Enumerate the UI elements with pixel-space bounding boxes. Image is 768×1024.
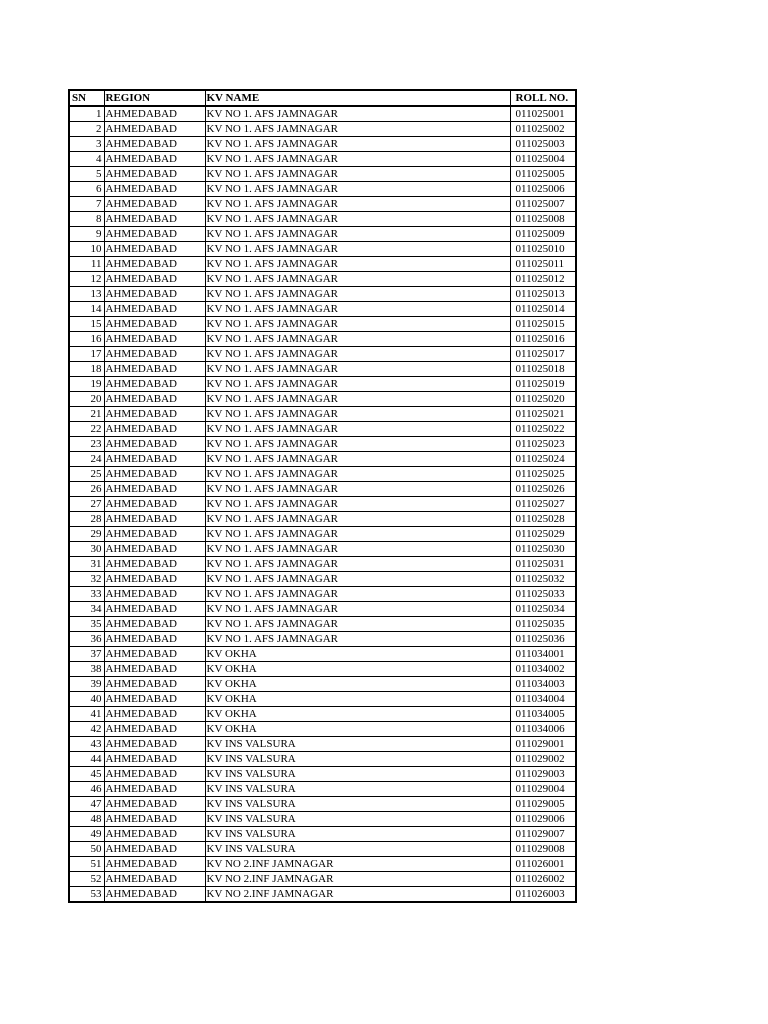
cell-region: AHMEDABAD (104, 602, 205, 617)
table-row (69, 737, 576, 752)
cell-kv-name: KV INS VALSURA (205, 782, 510, 797)
cell-sn: 20 (69, 392, 104, 407)
cell-region: AHMEDABAD (104, 842, 205, 857)
table-row (69, 572, 576, 587)
table-row (69, 257, 576, 272)
table-row (69, 752, 576, 767)
table-row (69, 197, 576, 212)
cell-sn: 30 (69, 542, 104, 557)
table-row (69, 602, 576, 617)
cell-roll-no: 011025022 (510, 422, 576, 437)
cell-kv-name: KV NO 1. AFS JAMNAGAR (205, 437, 510, 452)
cell-roll-no: 011025019 (510, 377, 576, 392)
cell-roll-no: 011025021 (510, 407, 576, 422)
cell-kv-name: KV INS VALSURA (205, 767, 510, 782)
cell-sn: 15 (69, 317, 104, 332)
cell-kv-name: KV INS VALSURA (205, 842, 510, 857)
cell-region: AHMEDABAD (104, 437, 205, 452)
cell-region: AHMEDABAD (104, 872, 205, 887)
cell-sn: 10 (69, 242, 104, 257)
cell-region: AHMEDABAD (104, 392, 205, 407)
cell-roll-no: 011029006 (510, 812, 576, 827)
cell-sn: 4 (69, 152, 104, 167)
table-row (69, 437, 576, 452)
cell-kv-name: KV NO 1. AFS JAMNAGAR (205, 392, 510, 407)
table-row (69, 272, 576, 287)
cell-roll-no: 011025036 (510, 632, 576, 647)
table-row (69, 287, 576, 302)
cell-region: AHMEDABAD (104, 767, 205, 782)
cell-sn: 11 (69, 257, 104, 272)
cell-region: AHMEDABAD (104, 707, 205, 722)
cell-roll-no: 011025023 (510, 437, 576, 452)
cell-roll-no: 011025025 (510, 467, 576, 482)
cell-roll-no: 011034002 (510, 662, 576, 677)
cell-region: AHMEDABAD (104, 317, 205, 332)
cell-roll-no: 011025017 (510, 347, 576, 362)
cell-roll-no: 011025035 (510, 617, 576, 632)
cell-region: AHMEDABAD (104, 497, 205, 512)
cell-roll-no: 011025016 (510, 332, 576, 347)
cell-sn: 32 (69, 572, 104, 587)
cell-kv-name: KV NO 1. AFS JAMNAGAR (205, 467, 510, 482)
cell-sn: 41 (69, 707, 104, 722)
cell-kv-name: KV OKHA (205, 677, 510, 692)
cell-roll-no: 011025002 (510, 122, 576, 137)
cell-sn: 45 (69, 767, 104, 782)
cell-roll-no: 011034003 (510, 677, 576, 692)
cell-roll-no: 011025026 (510, 482, 576, 497)
table-row (69, 797, 576, 812)
cell-sn: 35 (69, 617, 104, 632)
table-body (69, 106, 576, 902)
cell-region: AHMEDABAD (104, 242, 205, 257)
cell-roll-no: 011025013 (510, 287, 576, 302)
cell-region: AHMEDABAD (104, 452, 205, 467)
cell-roll-no: 011026003 (510, 887, 576, 903)
cell-kv-name: KV INS VALSURA (205, 812, 510, 827)
cell-region: AHMEDABAD (104, 752, 205, 767)
cell-sn: 40 (69, 692, 104, 707)
cell-kv-name: KV NO 1. AFS JAMNAGAR (205, 347, 510, 362)
table-header-row (69, 90, 576, 106)
cell-sn: 51 (69, 857, 104, 872)
cell-kv-name: KV NO 1. AFS JAMNAGAR (205, 332, 510, 347)
cell-roll-no: 011029004 (510, 782, 576, 797)
cell-kv-name: KV NO 1. AFS JAMNAGAR (205, 197, 510, 212)
cell-roll-no: 011025033 (510, 587, 576, 602)
cell-sn: 52 (69, 872, 104, 887)
cell-region: AHMEDABAD (104, 572, 205, 587)
cell-sn: 38 (69, 662, 104, 677)
cell-kv-name: KV OKHA (205, 692, 510, 707)
cell-kv-name: KV NO 1. AFS JAMNAGAR (205, 452, 510, 467)
table-row (69, 842, 576, 857)
table-row (69, 767, 576, 782)
cell-kv-name: KV NO 1. AFS JAMNAGAR (205, 317, 510, 332)
cell-sn: 24 (69, 452, 104, 467)
cell-region: AHMEDABAD (104, 122, 205, 137)
cell-kv-name: KV NO 1. AFS JAMNAGAR (205, 167, 510, 182)
cell-kv-name: KV NO 1. AFS JAMNAGAR (205, 302, 510, 317)
cell-region: AHMEDABAD (104, 857, 205, 872)
cell-sn: 37 (69, 647, 104, 662)
cell-kv-name: KV NO 1. AFS JAMNAGAR (205, 242, 510, 257)
cell-sn: 1 (69, 106, 104, 122)
cell-region: AHMEDABAD (104, 272, 205, 287)
cell-region: AHMEDABAD (104, 347, 205, 362)
cell-kv-name: KV NO 1. AFS JAMNAGAR (205, 272, 510, 287)
cell-sn: 31 (69, 557, 104, 572)
cell-kv-name: KV OKHA (205, 722, 510, 737)
table-row (69, 392, 576, 407)
header-roll-no: ROLL NO. (510, 90, 576, 106)
cell-region: AHMEDABAD (104, 422, 205, 437)
cell-roll-no: 011025024 (510, 452, 576, 467)
table-row (69, 677, 576, 692)
cell-region: AHMEDABAD (104, 197, 205, 212)
table-row (69, 707, 576, 722)
cell-region: AHMEDABAD (104, 677, 205, 692)
cell-sn: 36 (69, 632, 104, 647)
cell-roll-no: 011025028 (510, 512, 576, 527)
cell-sn: 29 (69, 527, 104, 542)
table-row (69, 542, 576, 557)
table-row (69, 647, 576, 662)
table-row (69, 467, 576, 482)
cell-kv-name: KV INS VALSURA (205, 752, 510, 767)
cell-sn: 48 (69, 812, 104, 827)
cell-region: AHMEDABAD (104, 257, 205, 272)
cell-sn: 28 (69, 512, 104, 527)
cell-kv-name: KV NO 1. AFS JAMNAGAR (205, 362, 510, 377)
cell-sn: 44 (69, 752, 104, 767)
cell-sn: 19 (69, 377, 104, 392)
cell-kv-name: KV NO 1. AFS JAMNAGAR (205, 122, 510, 137)
cell-region: AHMEDABAD (104, 692, 205, 707)
cell-region: AHMEDABAD (104, 722, 205, 737)
cell-kv-name: KV NO 1. AFS JAMNAGAR (205, 632, 510, 647)
table-row (69, 617, 576, 632)
cell-kv-name: KV NO 1. AFS JAMNAGAR (205, 137, 510, 152)
cell-region: AHMEDABAD (104, 287, 205, 302)
cell-sn: 23 (69, 437, 104, 452)
cell-kv-name: KV NO 2.INF JAMNAGAR (205, 872, 510, 887)
cell-roll-no: 011029001 (510, 737, 576, 752)
cell-roll-no: 011029003 (510, 767, 576, 782)
cell-sn: 21 (69, 407, 104, 422)
cell-kv-name: KV NO 1. AFS JAMNAGAR (205, 257, 510, 272)
cell-roll-no: 011025032 (510, 572, 576, 587)
cell-sn: 27 (69, 497, 104, 512)
cell-kv-name: KV NO 1. AFS JAMNAGAR (205, 407, 510, 422)
table-row (69, 887, 576, 903)
cell-region: AHMEDABAD (104, 662, 205, 677)
cell-kv-name: KV NO 1. AFS JAMNAGAR (205, 212, 510, 227)
table-row (69, 512, 576, 527)
header-region: REGION (104, 90, 205, 106)
roll-number-table (68, 89, 577, 903)
cell-roll-no: 011034005 (510, 707, 576, 722)
cell-kv-name: KV NO 1. AFS JAMNAGAR (205, 106, 510, 122)
table-row (69, 377, 576, 392)
cell-sn: 3 (69, 137, 104, 152)
cell-kv-name: KV NO 1. AFS JAMNAGAR (205, 542, 510, 557)
cell-kv-name: KV NO 1. AFS JAMNAGAR (205, 377, 510, 392)
cell-roll-no: 011025008 (510, 212, 576, 227)
cell-kv-name: KV NO 2.INF JAMNAGAR (205, 857, 510, 872)
cell-region: AHMEDABAD (104, 467, 205, 482)
cell-region: AHMEDABAD (104, 812, 205, 827)
cell-roll-no: 011025006 (510, 182, 576, 197)
cell-roll-no: 011034004 (510, 692, 576, 707)
cell-sn: 42 (69, 722, 104, 737)
cell-kv-name: KV NO 1. AFS JAMNAGAR (205, 572, 510, 587)
cell-roll-no: 011029007 (510, 827, 576, 842)
cell-sn: 33 (69, 587, 104, 602)
cell-kv-name: KV NO 1. AFS JAMNAGAR (205, 227, 510, 242)
cell-region: AHMEDABAD (104, 557, 205, 572)
cell-region: AHMEDABAD (104, 527, 205, 542)
cell-region: AHMEDABAD (104, 212, 205, 227)
table-row (69, 527, 576, 542)
cell-kv-name: KV NO 1. AFS JAMNAGAR (205, 422, 510, 437)
cell-roll-no: 011025015 (510, 317, 576, 332)
table-row (69, 302, 576, 317)
cell-sn: 6 (69, 182, 104, 197)
cell-kv-name: KV NO 1. AFS JAMNAGAR (205, 482, 510, 497)
cell-sn: 46 (69, 782, 104, 797)
table-row (69, 587, 576, 602)
cell-sn: 13 (69, 287, 104, 302)
table-row (69, 497, 576, 512)
cell-roll-no: 011025003 (510, 137, 576, 152)
cell-kv-name: KV NO 1. AFS JAMNAGAR (205, 587, 510, 602)
cell-kv-name: KV NO 2.INF JAMNAGAR (205, 887, 510, 903)
cell-region: AHMEDABAD (104, 542, 205, 557)
cell-region: AHMEDABAD (104, 482, 205, 497)
cell-sn: 9 (69, 227, 104, 242)
cell-kv-name: KV INS VALSURA (205, 827, 510, 842)
cell-region: AHMEDABAD (104, 362, 205, 377)
cell-region: AHMEDABAD (104, 782, 205, 797)
cell-region: AHMEDABAD (104, 632, 205, 647)
cell-kv-name: KV INS VALSURA (205, 797, 510, 812)
cell-roll-no: 011029005 (510, 797, 576, 812)
table-row (69, 242, 576, 257)
cell-kv-name: KV NO 1. AFS JAMNAGAR (205, 512, 510, 527)
cell-region: AHMEDABAD (104, 887, 205, 903)
table-row (69, 557, 576, 572)
cell-sn: 2 (69, 122, 104, 137)
table-row (69, 872, 576, 887)
cell-sn: 17 (69, 347, 104, 362)
cell-kv-name: KV NO 1. AFS JAMNAGAR (205, 602, 510, 617)
cell-roll-no: 011026001 (510, 857, 576, 872)
cell-roll-no: 011025020 (510, 392, 576, 407)
cell-roll-no: 011025001 (510, 106, 576, 122)
cell-sn: 7 (69, 197, 104, 212)
cell-sn: 26 (69, 482, 104, 497)
cell-region: AHMEDABAD (104, 302, 205, 317)
cell-sn: 8 (69, 212, 104, 227)
cell-sn: 16 (69, 332, 104, 347)
table-row (69, 407, 576, 422)
cell-roll-no: 011034001 (510, 647, 576, 662)
cell-region: AHMEDABAD (104, 377, 205, 392)
cell-kv-name: KV NO 1. AFS JAMNAGAR (205, 287, 510, 302)
cell-region: AHMEDABAD (104, 332, 205, 347)
table-row (69, 106, 576, 122)
table-row (69, 482, 576, 497)
table-row (69, 782, 576, 797)
cell-roll-no: 011034006 (510, 722, 576, 737)
cell-sn: 5 (69, 167, 104, 182)
table-row (69, 227, 576, 242)
cell-region: AHMEDABAD (104, 407, 205, 422)
table-row (69, 137, 576, 152)
cell-sn: 18 (69, 362, 104, 377)
cell-region: AHMEDABAD (104, 647, 205, 662)
cell-roll-no: 011025027 (510, 497, 576, 512)
cell-sn: 25 (69, 467, 104, 482)
cell-kv-name: KV NO 1. AFS JAMNAGAR (205, 182, 510, 197)
cell-roll-no: 011029002 (510, 752, 576, 767)
table-row (69, 182, 576, 197)
table-row (69, 347, 576, 362)
cell-roll-no: 011029008 (510, 842, 576, 857)
cell-roll-no: 011025010 (510, 242, 576, 257)
table-row (69, 692, 576, 707)
cell-sn: 50 (69, 842, 104, 857)
cell-roll-no: 011025029 (510, 527, 576, 542)
cell-sn: 47 (69, 797, 104, 812)
cell-roll-no: 011025005 (510, 167, 576, 182)
cell-roll-no: 011025014 (510, 302, 576, 317)
cell-region: AHMEDABAD (104, 152, 205, 167)
cell-kv-name: KV OKHA (205, 707, 510, 722)
table-row (69, 857, 576, 872)
cell-roll-no: 011026002 (510, 872, 576, 887)
table-row (69, 422, 576, 437)
cell-sn: 53 (69, 887, 104, 903)
cell-kv-name: KV NO 1. AFS JAMNAGAR (205, 527, 510, 542)
table-row (69, 122, 576, 137)
cell-roll-no: 011025012 (510, 272, 576, 287)
cell-region: AHMEDABAD (104, 617, 205, 632)
cell-kv-name: KV NO 1. AFS JAMNAGAR (205, 497, 510, 512)
cell-sn: 39 (69, 677, 104, 692)
cell-roll-no: 011025030 (510, 542, 576, 557)
table-row (69, 827, 576, 842)
cell-sn: 49 (69, 827, 104, 842)
cell-region: AHMEDABAD (104, 106, 205, 122)
cell-roll-no: 011025018 (510, 362, 576, 377)
cell-kv-name: KV OKHA (205, 647, 510, 662)
table-row (69, 632, 576, 647)
cell-sn: 12 (69, 272, 104, 287)
cell-region: AHMEDABAD (104, 182, 205, 197)
table-row (69, 152, 576, 167)
cell-region: AHMEDABAD (104, 827, 205, 842)
cell-region: AHMEDABAD (104, 227, 205, 242)
cell-kv-name: KV OKHA (205, 662, 510, 677)
cell-kv-name: KV NO 1. AFS JAMNAGAR (205, 617, 510, 632)
header-kv-name: KV NAME (205, 90, 510, 106)
cell-sn: 22 (69, 422, 104, 437)
table-row (69, 722, 576, 737)
cell-roll-no: 011025009 (510, 227, 576, 242)
cell-roll-no: 011025004 (510, 152, 576, 167)
cell-sn: 14 (69, 302, 104, 317)
cell-kv-name: KV NO 1. AFS JAMNAGAR (205, 152, 510, 167)
cell-sn: 43 (69, 737, 104, 752)
cell-roll-no: 011025031 (510, 557, 576, 572)
cell-region: AHMEDABAD (104, 587, 205, 602)
cell-region: AHMEDABAD (104, 137, 205, 152)
table-row (69, 362, 576, 377)
cell-roll-no: 011025011 (510, 257, 576, 272)
table-row (69, 317, 576, 332)
cell-kv-name: KV NO 1. AFS JAMNAGAR (205, 557, 510, 572)
table-row (69, 167, 576, 182)
cell-roll-no: 011025007 (510, 197, 576, 212)
cell-region: AHMEDABAD (104, 737, 205, 752)
table-row (69, 452, 576, 467)
table-row (69, 212, 576, 227)
cell-region: AHMEDABAD (104, 797, 205, 812)
cell-roll-no: 011025034 (510, 602, 576, 617)
cell-region: AHMEDABAD (104, 167, 205, 182)
header-sn: SN (69, 90, 104, 106)
cell-kv-name: KV INS VALSURA (205, 737, 510, 752)
table-row (69, 662, 576, 677)
table-row (69, 812, 576, 827)
cell-region: AHMEDABAD (104, 512, 205, 527)
table-row (69, 332, 576, 347)
cell-sn: 34 (69, 602, 104, 617)
